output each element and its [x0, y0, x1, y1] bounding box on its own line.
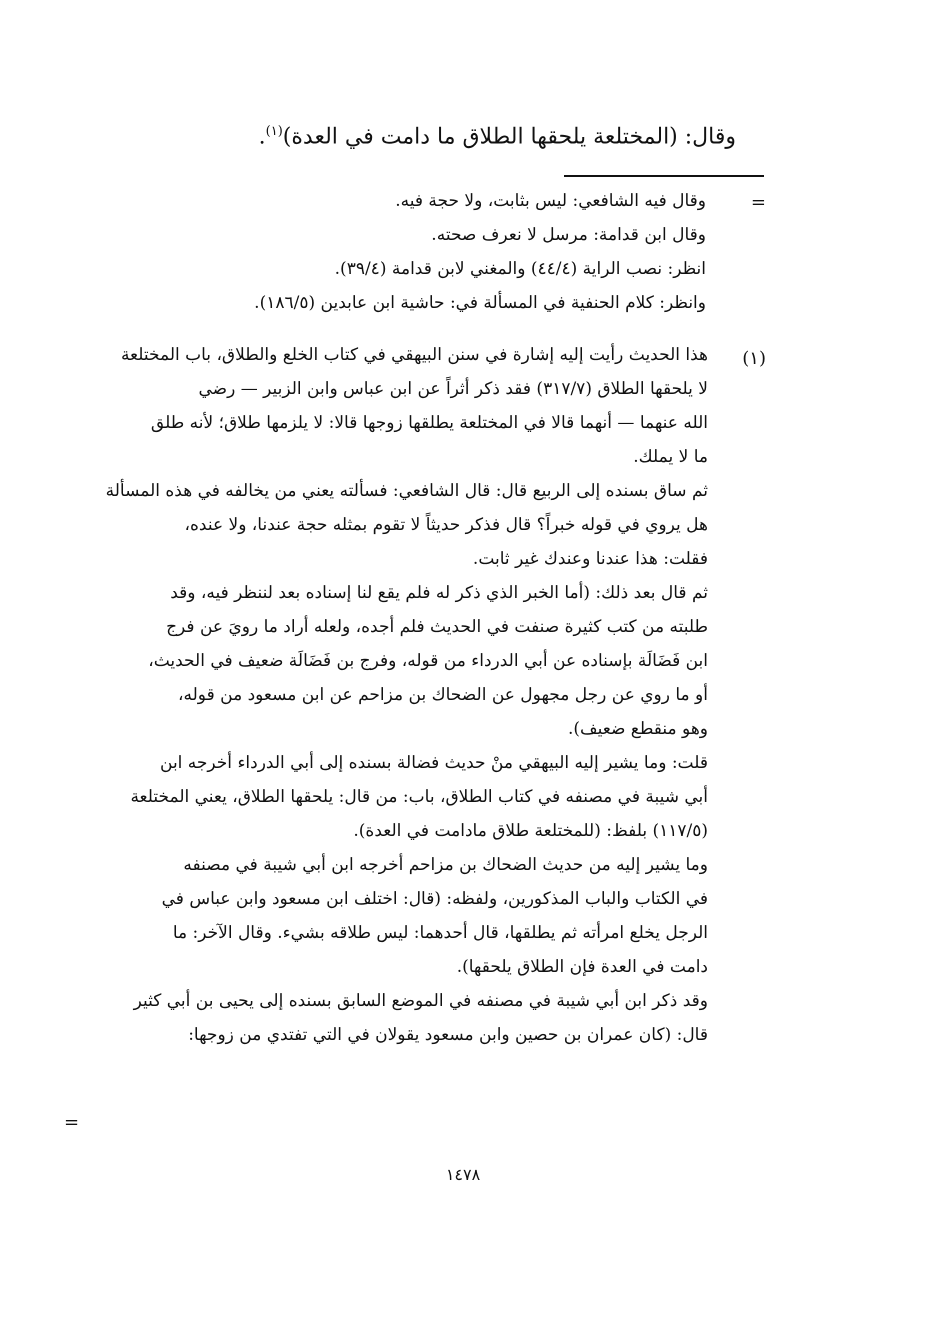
footnote-line: وهو منقطع ضعيف). [568, 719, 708, 739]
footnote-line: انظر: نصب الراية (٤٤/٤) والمغني لابن قدامة (٣٩/٤). [334, 259, 706, 279]
footnote-line: الله عنهما — أنهما قالا في المختلعة يطلقها زوجها قالا: لا يلزمها طلاق؛ لأنه طلق [150, 413, 708, 433]
footnote-number: (١) [742, 348, 766, 369]
footnote-line: قلت: وما يشير إليه البيهقي منْ حديث فضالة بسنده إلى أبي الدرداء أخرجه ابن [160, 753, 708, 773]
continuation-marker: = [750, 192, 766, 213]
footnote-line: وما يشير إليه من حديث الضحاك بن مزاحم أخرجه ابن أبي شيبة في مصنفه [183, 855, 708, 875]
footnote-line: في الكتاب والباب المذكورين، ولفظه: (قال: اختلف ابن مسعود وابن عباس في [161, 889, 708, 909]
footnote-reference: (١) [265, 124, 283, 139]
continues-marker: = [64, 1112, 80, 1133]
footnote-line: ابن فَضَالَة بإسناده عن أبي الدرداء من قوله، وفرج بن فَضَالَة ضعيف في الحديث، [148, 651, 708, 671]
main-text-line [96, 112, 736, 157]
footnote-line: وقال فيه الشافعي: ليس بثابت، ولا حجة فيه. [395, 191, 706, 211]
footnote-separator [564, 175, 764, 177]
main-text: وقال: (المختلعة يلحقها الطلاق ما دامت في العدة) [282, 124, 736, 150]
footnote-line: هل يروي في قوله خبراً؟ قال فذكر حديثاً لا تقوم بمثله حجة عندنا، ولا عنده، [184, 515, 708, 535]
main-text-end: . [258, 124, 266, 150]
footnote-line: ثم ساق بسنده إلى الربيع قال: قال الشافعي: فسألته يعني من يخالفه في هذه المسألة [105, 481, 708, 501]
continuation-lines [106, 184, 706, 320]
footnote-line: قال: (كان عمران بن حصين وابن مسعود يقولان في التي تفتدي من زوجها: [188, 1025, 708, 1045]
footnote-line: وانظر: كلام الحنفية في المسألة في: حاشية ابن عابدين (١٨٦/٥). [254, 293, 706, 313]
footnote-line: أو ما روي عن رجل مجهول عن الضحاك بن مزاحم عن ابن مسعود من قوله، [178, 685, 708, 705]
footnote-line: لا يلحقها الطلاق (٣١٧/٧) فقد ذكر أثراً عن ابن عباس وابن الزبير — رضي [198, 379, 708, 399]
footnote-line: ثم قال بعد ذلك: (أما الخبر الذي ذكر له فلم يقع لنا إسناده بعد لننظر فيه، وقد [170, 583, 708, 603]
footnote-line: أبي شيبة في مصنفه في كتاب الطلاق، باب: من قال: يلحقها الطلاق، يعني المختلعة [130, 787, 708, 807]
footnote-line: (١١٧/٥) بلفظ: (للمختلعة طلاق مادامت في العدة). [353, 821, 708, 841]
footnote-line: طلبته من كتب كثيرة صنفت في الحديث فلم أجده، ولعله أراد ما رويَ عن فرج [166, 617, 708, 637]
footnote-line: فقلت: هذا عندنا وعندك غير ثابت. [472, 549, 708, 569]
footnote-line: وقد ذكر ابن أبي شيبة في مصنفه في الموضع السابق بسنده إلى يحيى بن أبي كثير [133, 991, 708, 1011]
footnote-line: الرجل يخلع امرأته ثم يطلقها، قال أحدهما: ليس طلاقه بشيء. وقال الآخر: ما [172, 923, 708, 943]
footnote-line: دامت في العدة فإن الطلاق يلحقها). [456, 957, 708, 977]
footnote-1-lines [96, 338, 708, 1052]
footnote-line: هذا الحديث رأيت إليه إشارة في سنن البيهقي في كتاب الخلع والطلاق، باب المختلعة [120, 345, 708, 365]
footnote-line: وقال ابن قدامة: مرسل لا نعرف صحته. [431, 225, 706, 245]
footnote-line: ما لا يملك. [633, 447, 708, 467]
page-number: ١٤٧٨ [445, 1165, 481, 1184]
